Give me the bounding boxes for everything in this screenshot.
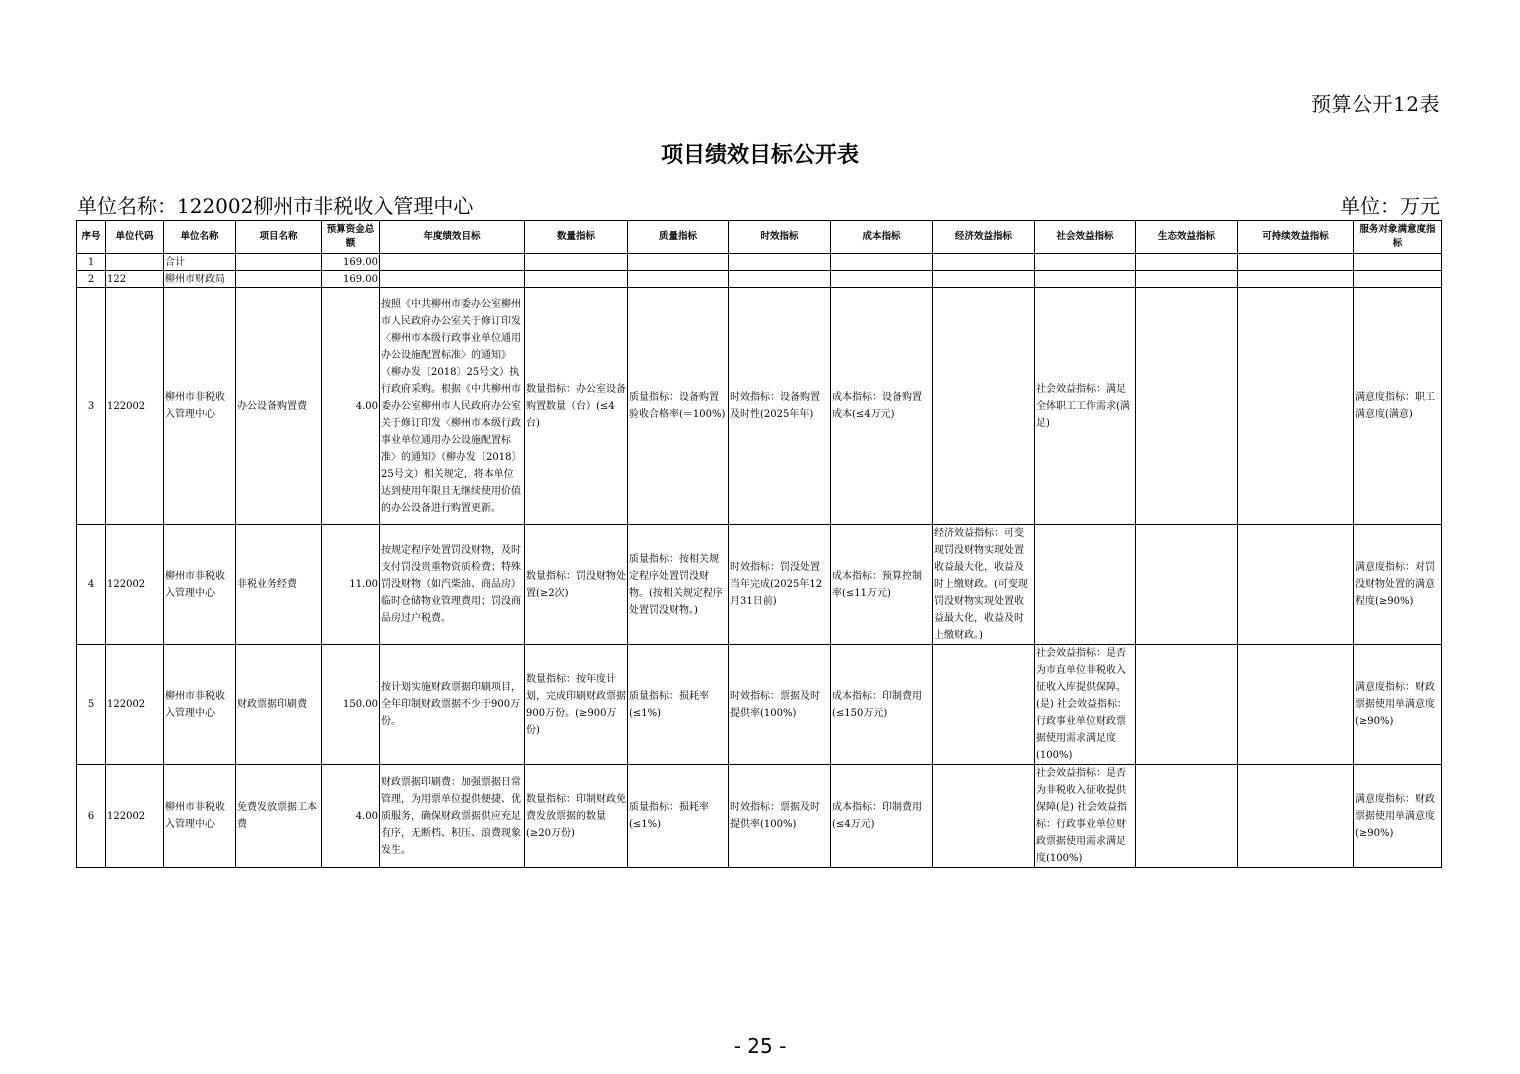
currency-unit: 单位：万元 xyxy=(1340,194,1440,218)
table-cell xyxy=(1035,525,1136,645)
table-cell: 时效指标：设备购置及时性(2025年年) xyxy=(729,288,831,525)
table-row xyxy=(77,525,1442,645)
column-header: 经济效益指标 xyxy=(933,221,1035,254)
unit-name: 单位名称：122002柳州市非税收入管理中心 xyxy=(77,194,474,218)
table-cell: 6 xyxy=(77,765,106,868)
table-cell xyxy=(729,271,831,288)
table-cell: 按照《中共柳州市委办公室柳州市人民政府办公室关于修订印发〈柳州市本级行政事业单位通用办公设施配置标准〉的通知》（柳办发〔2018〕25号文）执行政府采购。根据《中共柳州市委办公室柳州市人民政府办公室关于修订印发〈柳州市本级行政事业单位通用办公设施配置标准〉的通知》（柳办发〔2018〕25号文）相关规定，将本单位达到使用年限且无继续使用价值的办公设备进行购置更新。 xyxy=(380,288,525,525)
header-row xyxy=(77,221,1442,254)
table-row xyxy=(77,645,1442,765)
table-cell xyxy=(831,271,933,288)
table-cell xyxy=(1238,254,1354,271)
performance-table xyxy=(76,220,1442,868)
table-cell: 非税业务经费 xyxy=(236,525,322,645)
table-cell xyxy=(729,254,831,271)
table-cell: 合计 xyxy=(164,254,236,271)
table-cell: 数量指标：罚没财物处置(≥2次) xyxy=(525,525,628,645)
table-cell xyxy=(933,765,1035,868)
table-cell xyxy=(933,288,1035,525)
table-cell xyxy=(380,254,525,271)
table-cell: 按规定程序处置罚没财物，及时支付罚没贵重物资质检费；特殊罚没财物（如汽柴油、商品房）临时仓储物业管理费用；罚没商品房过户税费。 xyxy=(380,525,525,645)
table-cell: 3 xyxy=(77,288,106,525)
table-cell xyxy=(933,645,1035,765)
table-cell: 数量指标：办公室设备购置数量（台）(≤4台) xyxy=(525,288,628,525)
table-cell: 社会效益指标：是否为非税收入征收提供保障(是) 社会效益指标：行政事业单位财政票据使用需求满足度(100%) xyxy=(1035,765,1136,868)
table-cell xyxy=(1136,288,1238,525)
table-cell: 11.00 xyxy=(322,525,380,645)
table-cell xyxy=(933,254,1035,271)
table-cell: 财政票据印刷费：加强票据日常管理，为用票单位提供便捷、优质服务，确保财政票据供应充足有序，无断档、积压、浪费现象发生。 xyxy=(380,765,525,868)
table-cell: 169.00 xyxy=(322,271,380,288)
table-cell: 数量指标：按年度计划，完成印刷财政票据900万份。(≥900万份) xyxy=(525,645,628,765)
table-cell: 时效指标：罚没处置当年完成(2025年12月31日前) xyxy=(729,525,831,645)
column-header: 服务对象满意度指标 xyxy=(1354,221,1442,254)
table-cell xyxy=(628,271,729,288)
table-cell: 时效指标：票据及时提供率(100%) xyxy=(729,645,831,765)
table-cell: 数量指标：印制财政免费发放票据的数量(≥20万份) xyxy=(525,765,628,868)
table-cell: 150.00 xyxy=(322,645,380,765)
column-header: 单位代码 xyxy=(106,221,164,254)
table-cell xyxy=(1238,765,1354,868)
table-cell: 柳州市财政局 xyxy=(164,271,236,288)
table-cell xyxy=(380,271,525,288)
table-cell xyxy=(1136,525,1238,645)
table-row xyxy=(77,288,1442,525)
table-cell: 4.00 xyxy=(322,765,380,868)
table-cell xyxy=(106,254,164,271)
table-cell xyxy=(1238,645,1354,765)
table-cell xyxy=(1136,254,1238,271)
table-cell xyxy=(1136,271,1238,288)
table-cell: 柳州市非税收入管理中心 xyxy=(164,525,236,645)
table-cell: 成本指标：印制费用(≤4万元) xyxy=(831,765,933,868)
column-header: 质量指标 xyxy=(628,221,729,254)
table-cell: 满意度指标：财政票据使用单满意度(≥90%) xyxy=(1354,645,1442,765)
column-header: 项目名称 xyxy=(236,221,322,254)
table-cell: 122002 xyxy=(106,525,164,645)
table-cell: 柳州市非税收入管理中心 xyxy=(164,288,236,525)
table-cell: 免费发放票据工本费 xyxy=(236,765,322,868)
table-cell: 质量指标：损耗率(≤1%) xyxy=(628,765,729,868)
table-cell xyxy=(525,271,628,288)
table-cell xyxy=(1238,271,1354,288)
table-cell xyxy=(628,254,729,271)
table-cell xyxy=(1238,288,1354,525)
column-header: 年度绩效目标 xyxy=(380,221,525,254)
column-header: 可持续效益指标 xyxy=(1238,221,1354,254)
column-header: 数量指标 xyxy=(525,221,628,254)
table-cell xyxy=(1035,254,1136,271)
page-title: 项目绩效目标公开表 xyxy=(660,143,859,168)
table-cell: 5 xyxy=(77,645,106,765)
column-header: 社会效益指标 xyxy=(1035,221,1136,254)
table-cell: 经济效益指标：可变现罚没财物实现处置收益最大化，收益及时上缴财政。(可变现罚没财物实现处置收益最大化，收益及时上缴财政。) xyxy=(933,525,1035,645)
table-row xyxy=(77,254,1442,271)
table-cell: 时效指标：票据及时提供率(100%) xyxy=(729,765,831,868)
table-cell: 社会效益指标：是否为市直单位非税收入征收入库提供保障。(是) 社会效益指标：行政事业单位财政票据使用需求满足度(100%) xyxy=(1035,645,1136,765)
page-number: - 25 - xyxy=(733,1034,787,1058)
table-row xyxy=(77,765,1442,868)
table-cell: 财政票据印刷费 xyxy=(236,645,322,765)
table-row xyxy=(77,271,1442,288)
table-cell: 办公设备购置费 xyxy=(236,288,322,525)
table-cell: 柳州市非税收入管理中心 xyxy=(164,765,236,868)
table-cell xyxy=(1136,765,1238,868)
table-cell: 成本指标：设备购置成本(≤4万元) xyxy=(831,288,933,525)
table-cell: 柳州市非税收入管理中心 xyxy=(164,645,236,765)
unit-line xyxy=(77,190,1440,218)
table-cell xyxy=(236,254,322,271)
column-header: 序号 xyxy=(77,221,106,254)
table-cell: 满意度指标：财政票据使用单满意度(≥90%) xyxy=(1354,765,1442,868)
table-cell xyxy=(1354,271,1442,288)
table-cell: 122002 xyxy=(106,765,164,868)
column-header: 生态效益指标 xyxy=(1136,221,1238,254)
table-cell: 成本指标：预算控制率(≤11万元) xyxy=(831,525,933,645)
column-header: 成本指标 xyxy=(831,221,933,254)
column-header: 时效指标 xyxy=(729,221,831,254)
table-number: 预算公开12表 xyxy=(1311,92,1440,116)
table-cell: 169.00 xyxy=(322,254,380,271)
table-cell: 按计划实施财政票据印刷项目，全年印制财政票据不少于900万份。 xyxy=(380,645,525,765)
column-header: 预算资金总额 xyxy=(322,221,380,254)
table-cell: 满意度指标：对罚没财物处置的满意程度(≥90%) xyxy=(1354,525,1442,645)
table-cell xyxy=(933,271,1035,288)
table-cell: 4.00 xyxy=(322,288,380,525)
table-cell xyxy=(236,271,322,288)
table-cell: 122002 xyxy=(106,288,164,525)
table-cell xyxy=(525,254,628,271)
table-cell xyxy=(1136,645,1238,765)
table-cell: 满意度指标：职工满意度(满意) xyxy=(1354,288,1442,525)
table-cell: 质量指标：按相关规定程序处置罚没财物。(按相关规定程序处置罚没财物。) xyxy=(628,525,729,645)
column-header: 单位名称 xyxy=(164,221,236,254)
table-cell: 质量指标：设备购置验收合格率(＝100%) xyxy=(628,288,729,525)
table-cell: 4 xyxy=(77,525,106,645)
table-cell: 122 xyxy=(106,271,164,288)
table-cell: 质量指标：损耗率(≤1%) xyxy=(628,645,729,765)
table-cell xyxy=(1035,271,1136,288)
table-cell: 1 xyxy=(77,254,106,271)
table-cell: 社会效益指标：满足全体职工工作需求(满足) xyxy=(1035,288,1136,525)
table-cell xyxy=(831,254,933,271)
table-cell: 122002 xyxy=(106,645,164,765)
table-cell xyxy=(1354,254,1442,271)
table-cell: 2 xyxy=(77,271,106,288)
table-cell: 成本指标：印制费用(≤150万元) xyxy=(831,645,933,765)
table-cell xyxy=(1238,525,1354,645)
